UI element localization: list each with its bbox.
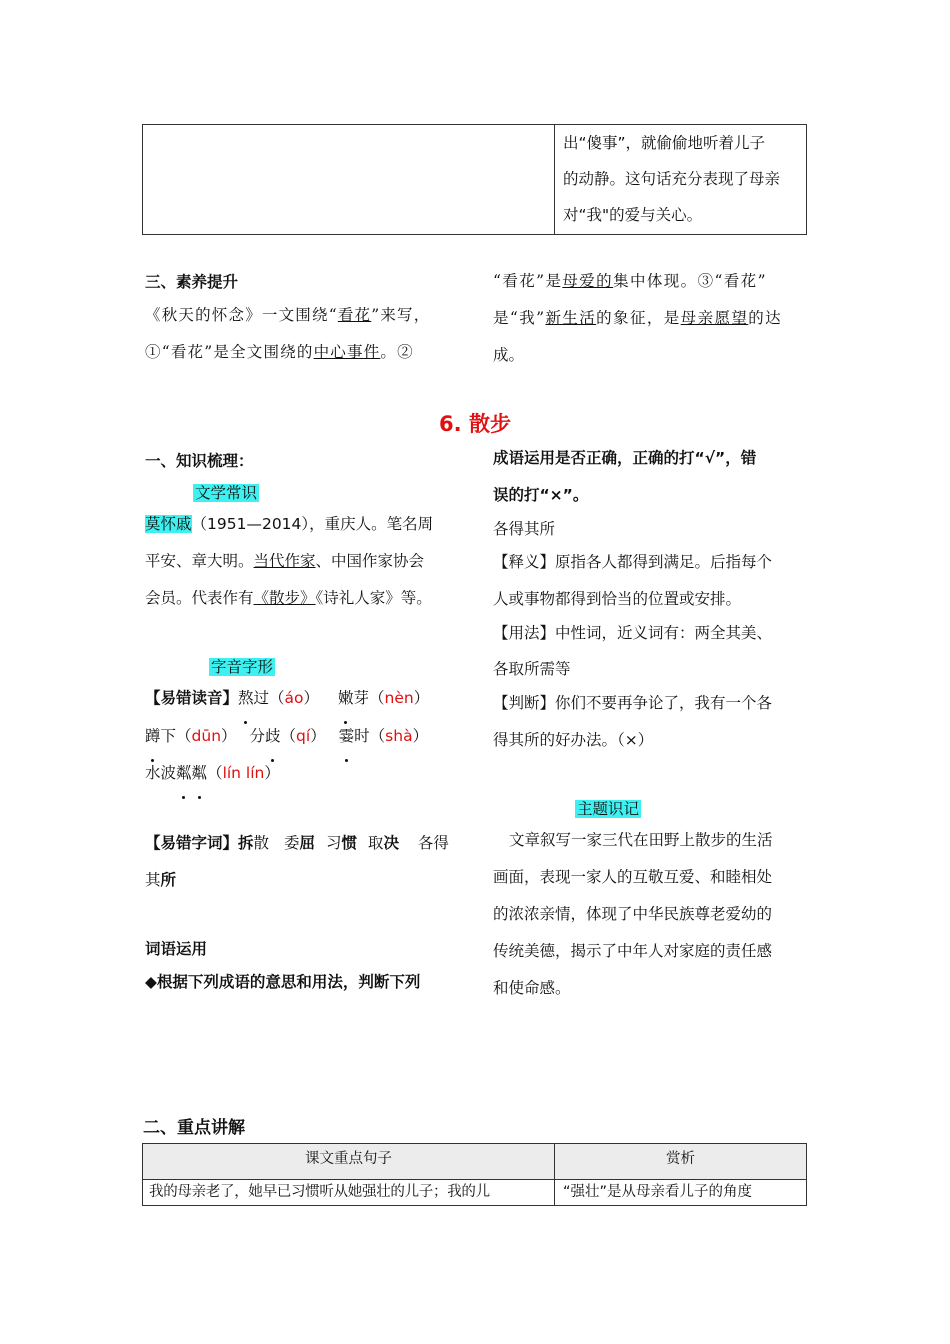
- table-cell: 我的母亲老了，她早已习惯听从她强壮的儿子；我的儿: [143, 1180, 555, 1206]
- pinyin: lín lín: [222, 764, 265, 782]
- text: 。②: [380, 343, 414, 361]
- label: 【释义】: [493, 553, 556, 571]
- text: 芽（: [353, 689, 385, 707]
- yongfa-line-2: 各取所需等: [493, 660, 571, 678]
- label: 【易错字词】: [145, 834, 239, 852]
- dotted-char: 蹲: [145, 718, 161, 755]
- zhuti-line-5: 和使命感。: [493, 979, 571, 997]
- dotted-char: 熬: [238, 680, 254, 717]
- pinyin: shà: [385, 727, 413, 745]
- underlined-text: 《散步》: [253, 589, 316, 607]
- top-table-line: 出“傻事”，就偷偷地听着儿子: [563, 134, 766, 152]
- panduan-line-1: [493, 685, 772, 722]
- dotted-char: 歧: [265, 718, 281, 755]
- ziyin-label: [209, 655, 275, 677]
- text: （: [280, 727, 297, 745]
- text: 是“我”: [493, 309, 546, 327]
- top-table-line: 的动静。这句话充分表现了母亲: [563, 170, 781, 188]
- panduan-line-2: 得其所的好办法。（×）: [493, 731, 654, 749]
- text: 《诗礼人家》等。: [315, 589, 432, 607]
- knowledge-heading: 一、知识梳理：: [145, 452, 254, 470]
- shiyi-line-2: 人或事物都得到恰当的位置或安排。: [493, 590, 742, 608]
- text: 各得: [417, 834, 449, 852]
- text: 其: [145, 871, 161, 889]
- underlined-text: 母爱的: [562, 272, 614, 290]
- wenxue-label: [193, 481, 259, 503]
- words-line-2: [145, 862, 176, 899]
- text: ）: [303, 689, 320, 707]
- shiyi-line-1: [493, 544, 772, 581]
- suyang-left-line-2: [145, 334, 414, 371]
- label: 【判断】: [493, 694, 556, 712]
- key-char: 拆: [238, 834, 254, 852]
- bio-line-2: [145, 543, 424, 580]
- instruction-line-1: ◆根据下列成语的意思和用法，判断下列: [145, 973, 421, 991]
- underlined-text: 母亲愿望: [680, 309, 749, 327]
- key-char: 屈: [299, 834, 316, 852]
- key-sentences-table: [142, 1143, 807, 1206]
- dotted-char: 粼: [192, 755, 208, 792]
- suyang-right-line-1: [493, 263, 767, 300]
- text: ）: [264, 764, 280, 782]
- author-name: 莫怀戚: [145, 515, 192, 533]
- highlight-label: 文学常识: [195, 484, 258, 502]
- table-header-row: [143, 1144, 807, 1180]
- suyang-left-line-1: [145, 297, 430, 334]
- text: ）: [412, 727, 429, 745]
- pron-line-3: [145, 755, 280, 792]
- zhuti-line-2: 画面，表现一家人的互敬互爱、和睦相处: [493, 868, 773, 886]
- text: 下（: [160, 727, 192, 745]
- zhuti-line-3: 的浓浓亲情，体现了中华民族尊老爱幼的: [493, 905, 773, 923]
- underlined-text: 看花: [337, 306, 372, 324]
- text: （1951—2014），重庆人。笔名周: [191, 515, 434, 533]
- text: 的象征，是: [596, 309, 681, 327]
- table-header-cell: 赏析: [555, 1144, 807, 1180]
- suyang-right-line-2: [493, 300, 782, 337]
- pron-line-2: [145, 718, 428, 755]
- top-table-right-cell: [555, 125, 807, 235]
- words-line-1: [145, 825, 449, 862]
- text: 、中国作家协会: [315, 552, 425, 570]
- underlined-text: 新生活: [545, 309, 597, 327]
- text: 散: [253, 834, 270, 852]
- text: （: [207, 764, 223, 782]
- text: 集中体现。③“看花”: [613, 272, 767, 290]
- dotted-char: 霎: [339, 718, 355, 755]
- key-char: 惯: [341, 834, 357, 852]
- instruction-line-3: 误的打“×”。: [493, 486, 589, 504]
- table-cell: “强壮”是从母亲看儿子的角度: [555, 1180, 807, 1206]
- highlight-label: 主题识记: [577, 800, 640, 818]
- section-title: 6. 散步: [439, 412, 511, 436]
- dotted-char: 嫩: [338, 680, 354, 717]
- text: 水波: [145, 764, 177, 782]
- text: “看花”是: [493, 272, 563, 290]
- text: 平安、章大明。: [145, 552, 254, 570]
- yongfa-line-1: [493, 615, 772, 652]
- text: 过（: [253, 689, 285, 707]
- pinyin: áo: [284, 689, 304, 707]
- label: 【易错读音】: [145, 689, 239, 707]
- text: ”来写，: [371, 306, 431, 324]
- zhuti-line-1: 文章叙写一家三代在田野上散步的生活: [509, 831, 773, 849]
- pinyin: dūn: [191, 727, 222, 745]
- key-char: 所: [160, 871, 177, 889]
- zhongdian-heading: 二、重点讲解: [143, 1118, 245, 1138]
- pron-line-1: [145, 680, 429, 717]
- top-table: [142, 124, 807, 235]
- instruction-line-2: 成语运用是否正确，正确的打“√”，错: [493, 449, 757, 467]
- idiom: 各得其所: [493, 520, 556, 538]
- text: 会员。代表作有: [145, 589, 254, 607]
- text: 习: [325, 834, 342, 852]
- top-table-left-cell: [143, 125, 555, 235]
- underlined-text: 中心事件: [313, 343, 381, 361]
- text: ）: [310, 727, 326, 745]
- zhuti-line-4: 传统美德，揭示了中年人对家庭的责任感: [493, 942, 773, 960]
- bio-line-1: [145, 506, 433, 543]
- highlight-label: 字音字形: [211, 658, 274, 676]
- text: ）: [413, 689, 430, 707]
- dotted-char: 粼: [176, 755, 192, 792]
- table-header-cell: 课文重点句子: [143, 1144, 555, 1180]
- text: 的达: [748, 309, 783, 327]
- underlined-text: 当代作家: [253, 552, 316, 570]
- ciyu-heading: 词语运用: [145, 940, 208, 958]
- pinyin: qí: [296, 727, 311, 745]
- text: 中性词，近义词有：两全其美、: [555, 624, 773, 642]
- text: ）: [221, 727, 237, 745]
- text: 《秋天的怀念》一文围绕“: [145, 306, 338, 324]
- text: 取: [367, 834, 384, 852]
- label: 【用法】: [493, 624, 556, 642]
- pinyin: nèn: [384, 689, 414, 707]
- table-row: [143, 1180, 807, 1206]
- text: 委: [283, 834, 300, 852]
- text: 分: [249, 727, 265, 745]
- zhuti-label: [575, 797, 641, 819]
- text: 你们不要再争论了，我有一个各: [555, 694, 773, 712]
- text: 原指各人都得到满足。后指每个: [555, 553, 773, 571]
- suyang-right-line-3: 成。: [493, 346, 525, 364]
- suyang-heading: 三、素养提升: [145, 273, 239, 291]
- text: ①“看花”是全文围绕的: [145, 343, 314, 361]
- top-table-line: 对“我"的爱与关心。: [563, 206, 703, 224]
- key-char: 决: [383, 834, 399, 852]
- bio-line-3: [145, 580, 432, 617]
- text: 时（: [354, 727, 386, 745]
